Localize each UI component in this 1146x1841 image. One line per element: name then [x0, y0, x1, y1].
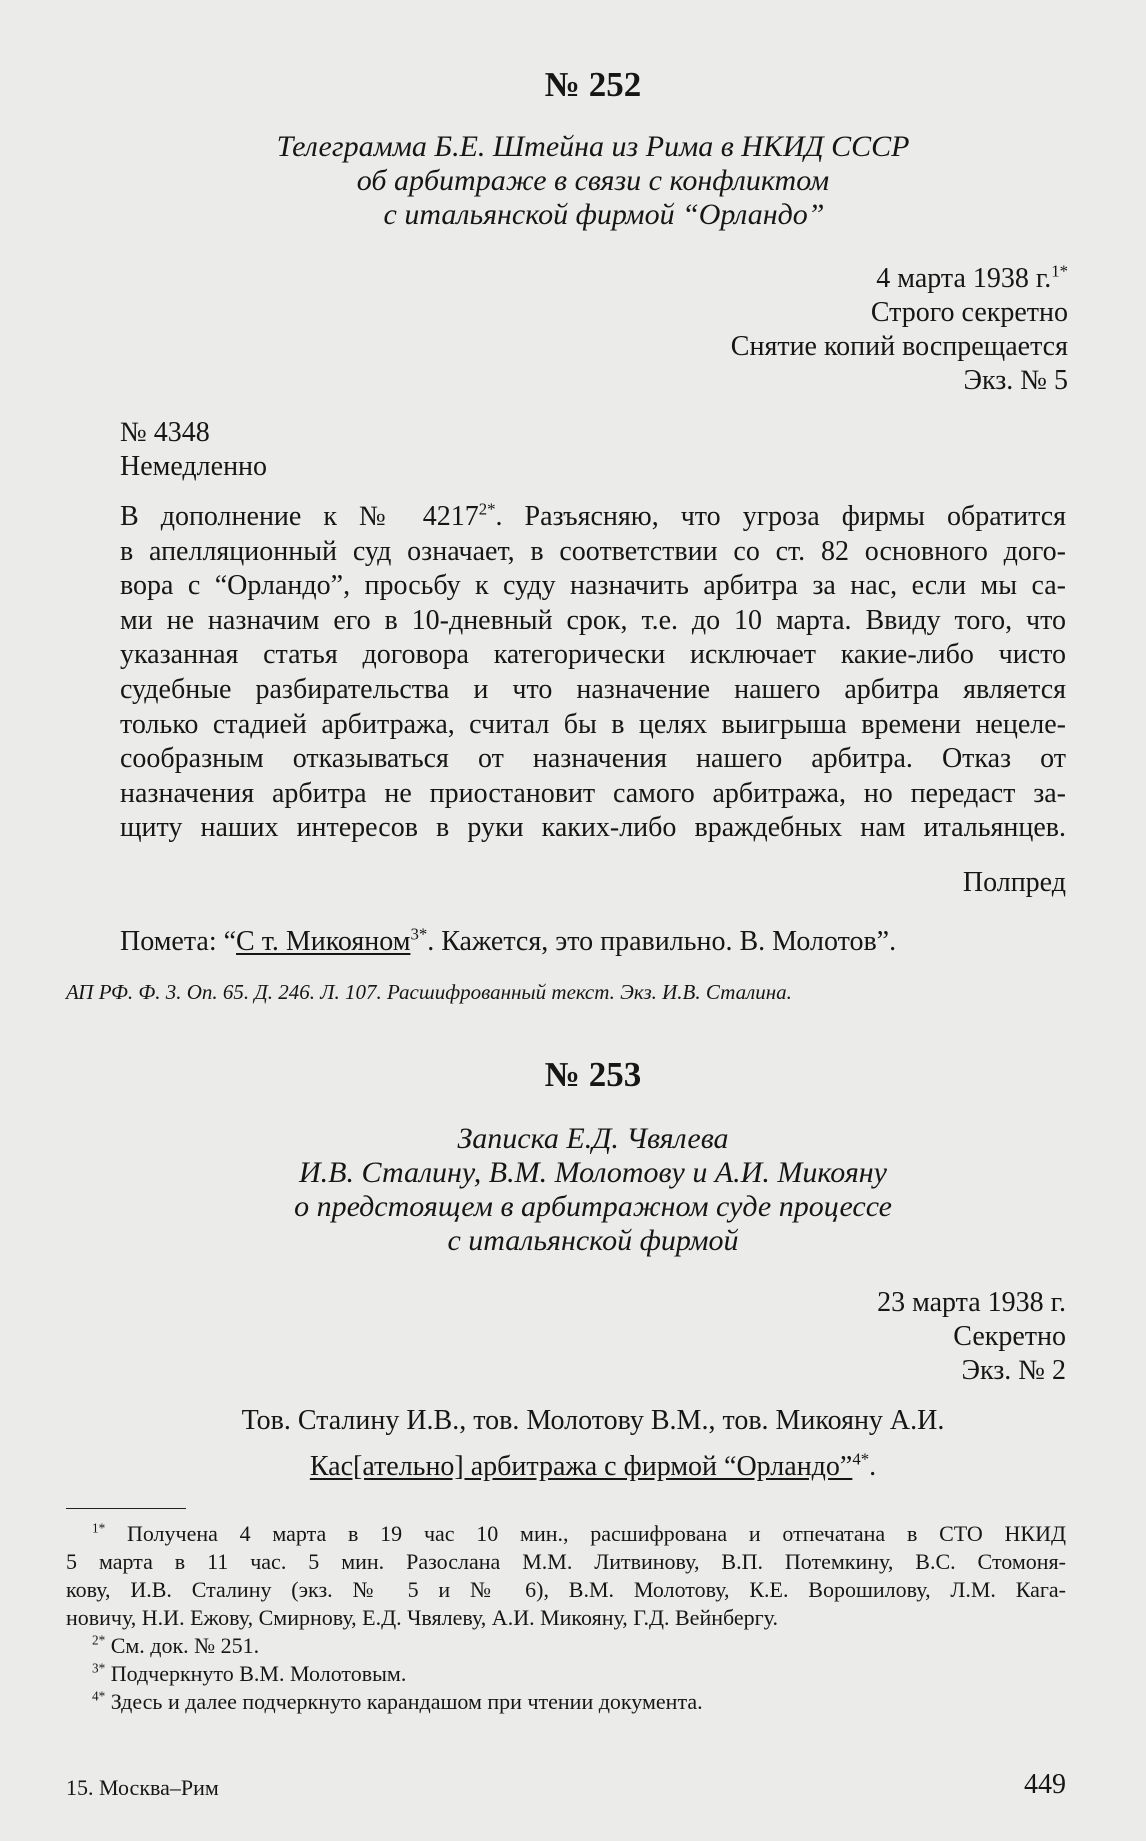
annotation-underlined: С т. Микояном [236, 926, 411, 957]
doc-253-number: № 253 [544, 1055, 642, 1094]
body-line: назначения арбитра не приостановит самого арбитража, но передаст за- [120, 777, 1066, 809]
doc-253-meta [120, 1286, 1066, 1388]
doc-252-number: № 252 [544, 65, 642, 104]
doc-252-classification: Строго секретно [870, 297, 1068, 328]
footnote-text: Получена 4 марта в 19 час 10 мин., расшифрована и отпечатана в СТО НКИД [126, 1521, 1067, 1546]
footnote-3 [66, 1660, 1066, 1688]
doc-252-title-line: об арбитраже в связи с конфликтом [356, 164, 830, 197]
doc-252-title-line: с итальянской фирмой “Орландо” [383, 198, 825, 231]
body-line: в апелляционный суд означает, в соответствии со ст. 82 основного дого- [120, 535, 1066, 567]
body-line: только стадией арбитража, считал бы в целях выигрыша времени нецеле- [120, 708, 1066, 740]
printer-signature-mark: 15. Москва–Рим [66, 1775, 219, 1800]
doc-253-title-line: Записка Е.Д. Чвялева [457, 1122, 729, 1155]
doc-252-signature: Полпред [962, 867, 1066, 898]
footnote-1-line: 5 марта в 11 час. 5 мин. Разослана М.М. Литвинову, В.П. Потемкину, В.С. Стомоня- [66, 1549, 1066, 1574]
doc-252-archive-ref: АП РФ. Ф. 3. Оп. 65. Д. 246. Л. 107. Расшифрованный текст. Экз. И.В. Сталина. [66, 980, 792, 1004]
doc-253-title-line: И.В. Сталину, В.М. Молотову и А.И. Микояну [299, 1156, 887, 1189]
doc-253-title [120, 1122, 1066, 1258]
footnote-4 [66, 1688, 1066, 1716]
footnote-ref-1: 1* [1051, 261, 1068, 281]
footnote-text: Здесь и далее подчеркнуто карандашом при чтении документа. [110, 1689, 703, 1714]
doc-253-title-line: о предстоящем в арбитражном суде процессе [294, 1190, 892, 1223]
doc-252-header [120, 416, 1066, 484]
doc-253-title-line: с итальянской фирмой [447, 1224, 739, 1257]
body-line: ми не назначим его в 10-дневный срок, т.е. до 10 марта. Ввиду того, что [120, 604, 1066, 636]
subject-underlined: Кас[ательно] арбитража с фирмой “Орландо” [309, 1451, 853, 1482]
body-line [120, 500, 1066, 535]
doc-253-classification: Секретно [953, 1321, 1066, 1352]
doc-252-date: 4 марта 1938 г. [876, 263, 1052, 294]
footnote-ref-3: 3* [410, 924, 428, 944]
body-text: . Разъясняю, что угроза фирмы обратится [495, 501, 1067, 532]
body-line: указанная статья договора категорически исключает какие-либо чисто [120, 639, 1066, 671]
footnote-mark: 4* [92, 1688, 106, 1704]
footnote-text: Подчеркнуто В.М. Молотовым. [110, 1661, 407, 1686]
doc-252-copy-restriction: Снятие копий воспрещается [730, 331, 1068, 362]
footnote-1-line [92, 1520, 1066, 1548]
footnote-ref-2: 2* [478, 499, 496, 519]
doc-252-date-line [100, 262, 1068, 296]
footnote-1 [66, 1520, 1066, 1548]
footnote-1-line: новичу, Н.И. Ежову, Смирнову, Е.Д. Чвялеву, А.И. Микояну, Г.Д. Вейнбергу. [66, 1605, 778, 1630]
footnote-ref-4: 4* [852, 1449, 870, 1469]
body-line: вора с “Орландо”, просьбу к суду назначить арбитра за нас, если мы са- [120, 570, 1066, 602]
body-line: судебные разбирательства и что назначение нашего арбитра является [120, 673, 1066, 705]
footnote-1-cont [66, 1548, 1066, 1632]
annotation-text: Помета: “ [120, 926, 237, 957]
doc-252-title-line: Телеграмма Б.Е. Штейна из Рима в НКИД СССР [276, 130, 910, 163]
telegram-number: № 4348 [120, 417, 210, 448]
subject-end: . [869, 1451, 877, 1482]
footnote-divider [66, 1508, 186, 1509]
footnote-1-line: кову, И.В. Сталину (экз. № 5 и № 6), В.М. Молотову, К.Е. Ворошилову, Л.М. Кага- [66, 1577, 1066, 1602]
doc-253-copy-number: Экз. № 2 [961, 1355, 1066, 1386]
doc-252-meta [100, 262, 1068, 398]
body-line: сообразным отказываться от назначения нашего арбитра. Отказ от [120, 743, 1066, 775]
body-text: В дополнение к № 4217 [120, 501, 479, 532]
footnote-mark: 3* [92, 1660, 106, 1676]
annotation-text: . Кажется, это правильно. В. Молотов”. [427, 926, 897, 957]
doc-253-addressees: Тов. Сталину И.В., тов. Молотову В.М., тов. Микояну А.И. [241, 1405, 945, 1436]
footnote-mark: 2* [92, 1632, 106, 1648]
footnote-mark: 1* [92, 1520, 106, 1536]
footnote-2 [66, 1632, 1066, 1660]
footnotes [66, 1520, 1066, 1716]
body-line: щиту наших интересов в руки каких-либо враждебных нам итальянцев. [120, 812, 1066, 844]
page-number: 449 [1024, 1769, 1066, 1800]
doc-253-subject [120, 1450, 1066, 1484]
doc-252-annotation [120, 925, 1066, 959]
doc-252-title [120, 130, 1066, 232]
doc-252-body [120, 500, 1066, 846]
doc-253-date: 23 марта 1938 г. [877, 1287, 1066, 1318]
urgency-mark: Немедленно [120, 451, 268, 482]
footnote-text: См. док. № 251. [110, 1633, 260, 1658]
doc-252-copy-number: Экз. № 5 [963, 365, 1068, 396]
